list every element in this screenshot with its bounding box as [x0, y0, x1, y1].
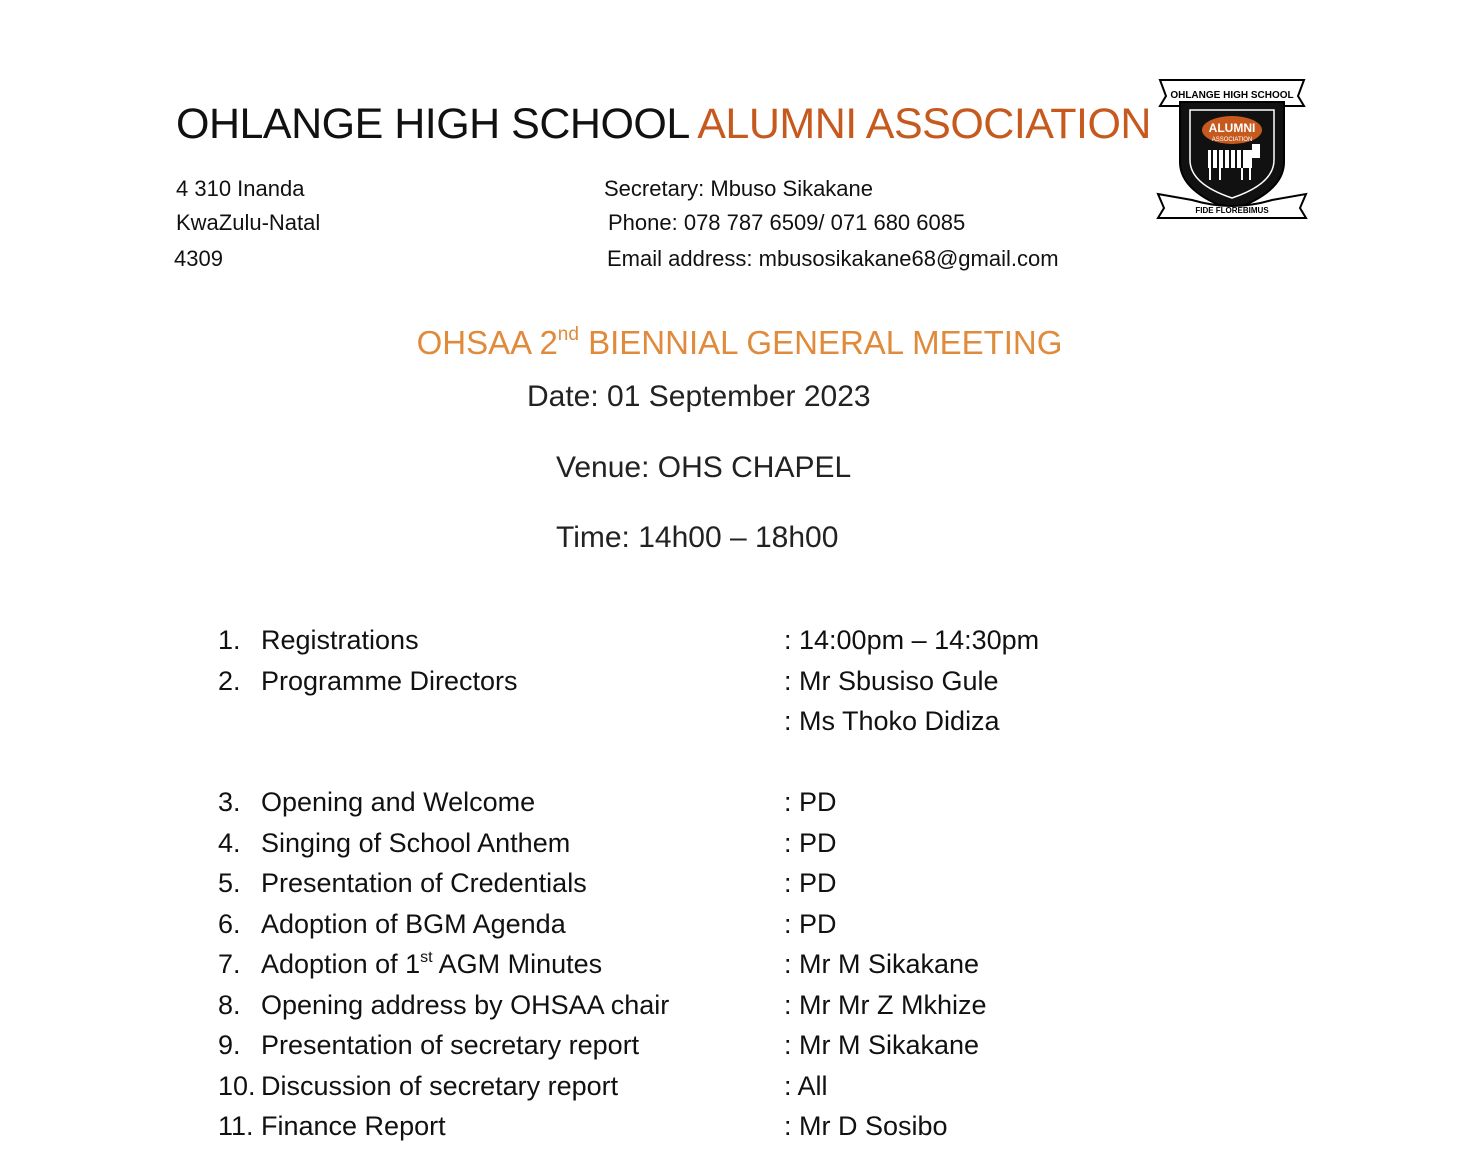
- agenda-responsible: : PD: [784, 908, 837, 939]
- agenda-item: Finance Report: [261, 1111, 446, 1141]
- agenda-spacer: [218, 747, 1118, 788]
- school-crest-logo: [1152, 72, 1312, 222]
- crest-top-text: OHLANGE HIGH SCHOOL: [1170, 90, 1294, 101]
- agenda-item: Singing of School Anthem: [261, 827, 571, 858]
- agenda-list: [218, 625, 1118, 1152]
- phone-number: Phone: 078 787 6509/ 071 680 6085: [608, 210, 966, 235]
- email-address: Email address: mbusosikakane68@gmail.com: [607, 246, 1059, 271]
- title-accent: ALUMNI ASSOCIATION: [697, 100, 1151, 148]
- meeting-venue: Venue: OHS CHAPEL: [556, 451, 852, 484]
- agenda-responsible: : Mr M Sikakane: [784, 949, 980, 979]
- agenda-number: 8.: [218, 989, 241, 1020]
- agenda-row: [218, 1071, 1118, 1112]
- agenda-row: [218, 909, 1118, 950]
- agenda-item: Registrations: [261, 625, 419, 655]
- agenda-item-pre: Adoption of 1: [261, 949, 421, 979]
- agenda-responsible: : All: [784, 1070, 828, 1101]
- agenda-row: [218, 1111, 1118, 1152]
- agenda-item-sup: st: [420, 949, 433, 966]
- agenda-row: [218, 706, 1118, 747]
- agenda-item: [261, 949, 602, 980]
- agenda-responsible: : Mr D Sosibo: [784, 1111, 948, 1141]
- agenda-item: Opening and Welcome: [261, 787, 536, 817]
- meeting-title: [0, 324, 1479, 362]
- agenda-number: 10.: [218, 1070, 256, 1101]
- agenda-responsible: : 14:00pm – 14:30pm: [784, 625, 1040, 655]
- agenda-responsible: : PD: [784, 787, 837, 817]
- agenda-responsible: : PD: [784, 827, 837, 858]
- document-title: [176, 100, 1151, 149]
- agenda-row: [218, 787, 1118, 828]
- agenda-item-post: AGM Minutes: [432, 949, 603, 979]
- agenda-number: 9.: [218, 1030, 241, 1060]
- agenda-row: [218, 1030, 1118, 1071]
- address-line-2: KwaZulu-Natal: [176, 210, 321, 235]
- crest-shield-text1: ALUMNI: [1208, 121, 1256, 135]
- agenda-number: 5.: [218, 868, 241, 898]
- meeting-title-post: BIENNIAL GENERAL MEETING: [578, 324, 1063, 361]
- agenda-row: [218, 625, 1118, 666]
- agenda-row: [218, 990, 1118, 1031]
- agenda-item: Presentation of secretary report: [261, 1030, 640, 1060]
- agenda-row: [218, 828, 1118, 869]
- meeting-title-sup: nd: [557, 324, 579, 345]
- agenda-item: Opening address by OHSAA chair: [261, 989, 670, 1020]
- address-line-1: 4 310 Inanda: [176, 176, 305, 201]
- agenda-responsible: : Ms Thoko Didiza: [784, 706, 1000, 736]
- agenda-number: 2.: [218, 665, 241, 696]
- crest-motto: FIDE FLOREBIMUS: [1195, 206, 1269, 215]
- crest-shield-text2: ASSOCIATION: [1211, 137, 1253, 143]
- agenda-item: Adoption of BGM Agenda: [261, 908, 566, 939]
- agenda-number: 3.: [218, 787, 241, 817]
- agenda-item: Programme Directors: [261, 665, 518, 696]
- agenda-responsible: : PD: [784, 868, 837, 898]
- agenda-number: 4.: [218, 827, 241, 858]
- agenda-responsible: : Mr M Sikakane: [784, 1030, 980, 1060]
- address-line-3: 4309: [174, 246, 223, 271]
- agenda-row: [218, 666, 1118, 707]
- meeting-title-pre: OHSAA 2: [416, 324, 558, 361]
- secretary-name: Secretary: Mbuso Sikakane: [604, 176, 874, 201]
- agenda-row: [218, 949, 1118, 990]
- agenda-responsible: : Mr Sbusiso Gule: [784, 665, 999, 696]
- meeting-time: Time: 14h00 – 18h00: [556, 521, 839, 554]
- agenda-number: 11.: [218, 1111, 254, 1141]
- agenda-number: 7.: [218, 949, 241, 979]
- agenda-item: Presentation of Credentials: [261, 868, 587, 898]
- agenda-number: 1.: [218, 625, 241, 655]
- agenda-number: 6.: [218, 908, 241, 939]
- title-main: OHLANGE HIGH SCHOOL: [176, 100, 689, 148]
- agenda-responsible: : Mr Mr Z Mkhize: [784, 989, 987, 1020]
- agenda-row: [218, 868, 1118, 909]
- agenda-item: Discussion of secretary report: [261, 1070, 619, 1101]
- meeting-date: Date: 01 September 2023: [527, 380, 871, 413]
